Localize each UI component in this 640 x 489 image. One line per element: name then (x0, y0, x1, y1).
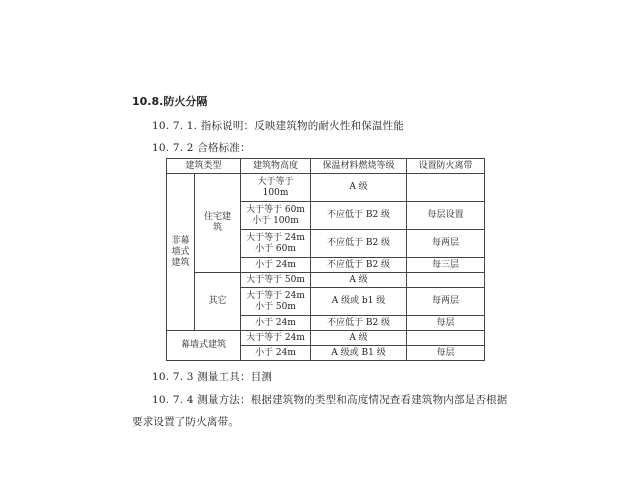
height-cell: 小于 24m (241, 346, 311, 361)
height-line: 小于 60m (255, 243, 296, 254)
header-insulation-grade: 保温材料燃烧等级 (311, 159, 407, 174)
subgroup-label-line: 住宅建 (203, 212, 231, 222)
group-curtain-wall: 幕墙式建筑 (167, 331, 241, 361)
group-label-line: 墙式 (171, 246, 190, 257)
zone-cell: 每两层 (407, 288, 485, 316)
group-label-line: 非幕 (171, 235, 190, 246)
header-fire-zone: 设置防火离带 (407, 159, 485, 174)
height-cell: 大于等于 24m (241, 331, 311, 346)
zone-cell: 每层 (407, 316, 485, 331)
table-row (167, 174, 485, 202)
group-label-line: 建筑 (171, 257, 190, 268)
group-non-curtain-wall (167, 174, 195, 331)
grade-cell: A 级 (311, 273, 407, 288)
height-line: 大于等于 24m (246, 232, 305, 243)
height-line: 大于等于 (257, 176, 294, 187)
zone-cell (407, 174, 485, 202)
grade-cell: 不应低于 B2 级 (311, 230, 407, 258)
header-building-height: 建筑物高度 (241, 159, 311, 174)
zone-cell: 每两层 (407, 230, 485, 258)
grade-cell: 不应低于 B2 级 (311, 258, 407, 273)
grade-cell: A 级 (311, 174, 407, 202)
grade-cell: A 级或 B1 级 (311, 346, 407, 361)
indicator-description: 10. 7. 1. 指标说明：反映建筑物的耐火性和保温性能 (152, 120, 405, 132)
height-cell: 小于 24m (241, 258, 311, 273)
grade-cell: 不应低于 B2 级 (311, 316, 407, 331)
height-cell (241, 288, 311, 316)
height-cell (241, 174, 311, 202)
height-cell (241, 230, 311, 258)
grade-cell: A 级 (311, 331, 407, 346)
measuring-method-line2: 要求设置了防火离带。 (132, 416, 239, 428)
header-building-type: 建筑类型 (167, 159, 241, 174)
table-header-row (167, 159, 485, 174)
height-line: 大于等于 24m (246, 290, 305, 301)
zone-cell: 每三层 (407, 258, 485, 273)
height-cell: 大于等于 50m (241, 273, 311, 288)
zone-cell: 每层设置 (407, 202, 485, 230)
table-row (167, 331, 485, 346)
subgroup-other: 其它 (195, 273, 241, 331)
measuring-tool: 10. 7. 3 测量工具：目测 (152, 371, 273, 383)
section-title: 10.8.防火分隔 (132, 95, 208, 108)
zone-cell: 每层 (407, 346, 485, 361)
zone-cell (407, 331, 485, 346)
fire-separation-table (166, 158, 485, 361)
height-line: 大于等于 60m (246, 204, 305, 215)
subgroup-label-line: 筑 (212, 223, 222, 233)
qualified-standard-label: 10. 7. 2 合格标准： (152, 142, 251, 154)
table-row (167, 273, 485, 288)
height-cell (241, 202, 311, 230)
height-line: 小于 50m (255, 301, 296, 312)
height-line: 小于 100m (252, 215, 299, 226)
grade-cell: 不应低于 B2 级 (311, 202, 407, 230)
height-line: 100m (262, 187, 289, 198)
height-cell: 小于 24m (241, 316, 311, 331)
zone-cell (407, 273, 485, 288)
subgroup-residential (195, 174, 241, 273)
measuring-method-line1: 10. 7. 4 测量方法：根据建筑物的类型和高度情况查看建筑物内部是否根据 (152, 394, 508, 406)
grade-cell: A 级或 b1 级 (311, 288, 407, 316)
